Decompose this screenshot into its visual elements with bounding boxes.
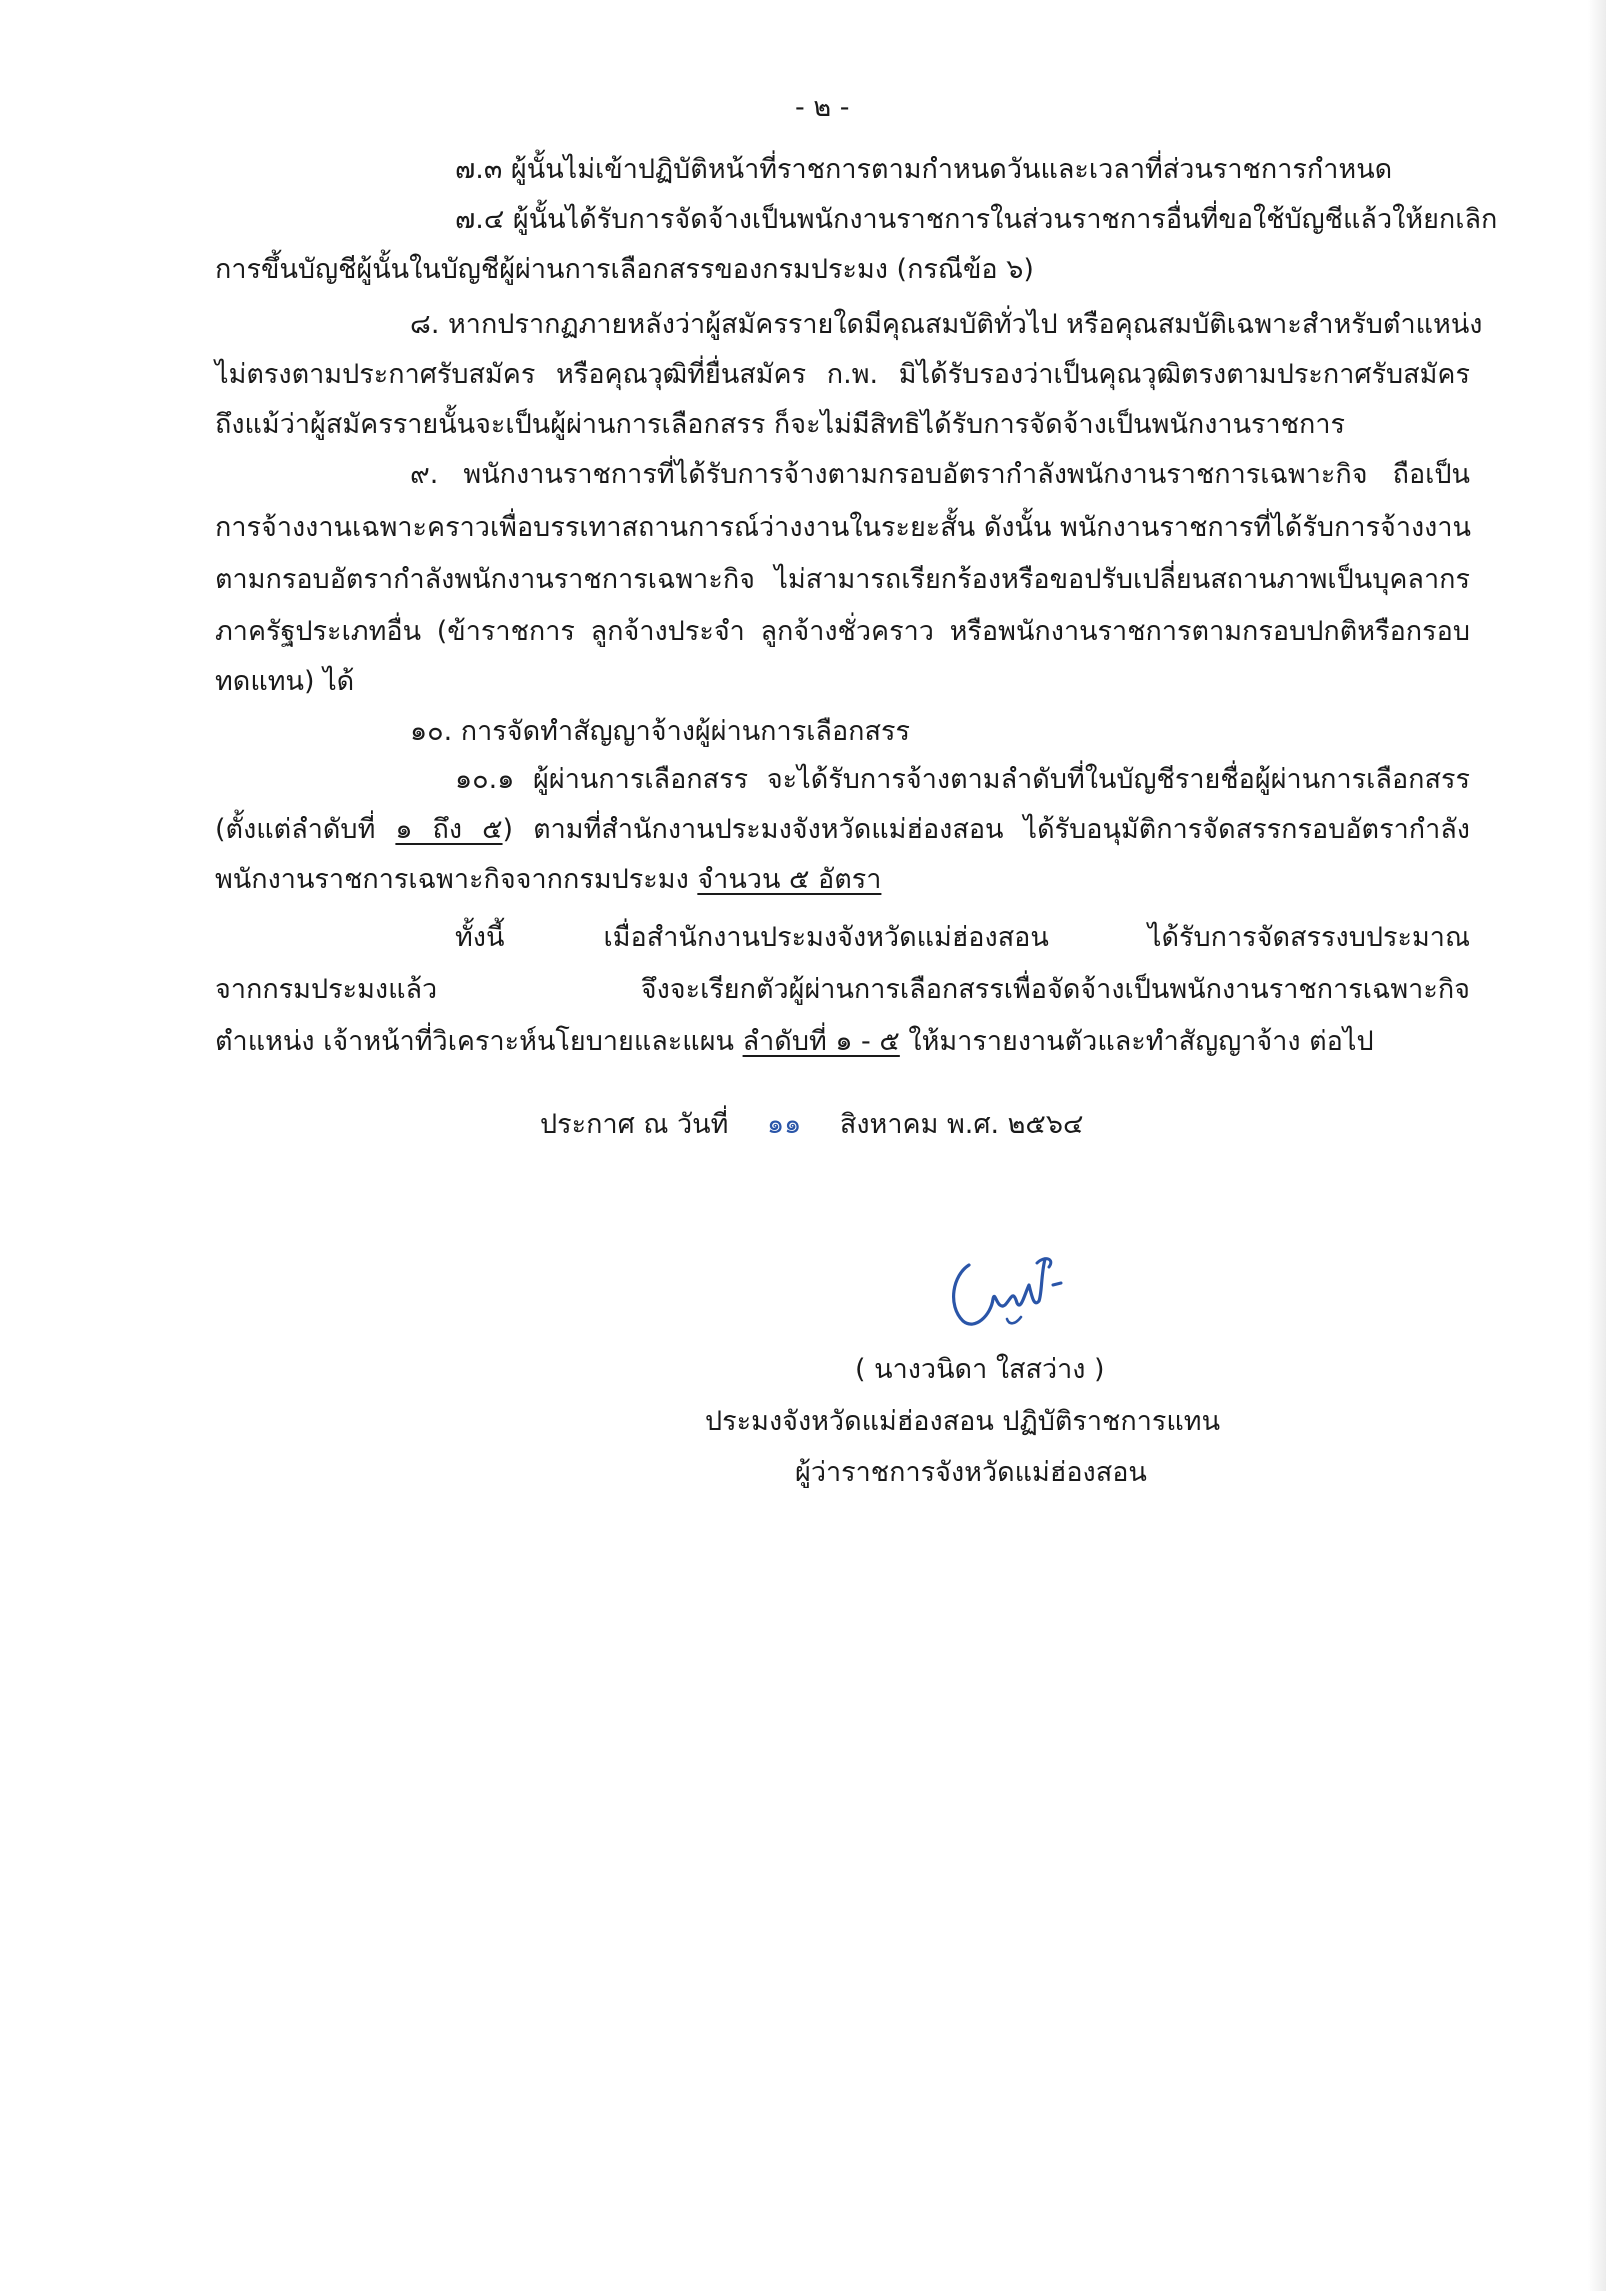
item-9-line-4: ภาครัฐประเภทอื่น (ข้าราชการ ลูกจ้างประจำ ลูกจ้างชั่วคราว หรือพนักงานราชการตามกรอบปกติหรือกรอบ	[215, 616, 1470, 647]
item-10-1-line-2	[215, 810, 1470, 850]
item-10-1-line-1: ๑๐.๑ ผู้ผ่านการเลือกสรร จะได้รับการจ้างตามลำดับที่ในบัญชีรายชื่อผู้ผ่านการเลือกสรร	[455, 764, 1470, 795]
closing-line-2: จากกรมประมงแล้ว จึงจะเรียกตัวผู้ผ่านการเลือกสรรเพื่อจัดจ้างเป็นพนักงานราชการเฉพาะกิจ	[215, 974, 1470, 1005]
closing-line-3	[215, 1022, 1374, 1062]
item-7-4-line-1: ๗.๔ ผู้นั้นได้รับการจัดจ้างเป็นพนักงานราชการในส่วนราชการอื่นที่ขอใช้บัญชีแล้วให้ยกเลิก	[455, 204, 1498, 235]
closing-line-3-start: ตำแหน่ง เจ้าหน้าที่วิเคราะห์นโยบายและแผน	[215, 1026, 743, 1057]
signatory-position-line-1: ประมงจังหวัดแม่ฮ่องสอน ปฏิบัติราชการแทน	[705, 1406, 1221, 1437]
closing-line-1: ทั้งนี้ เมื่อสำนักงานประมงจังหวัดแม่ฮ่องสอน ได้รับการจัดสรรงบประมาณ	[455, 922, 1470, 953]
position-count-underlined: จำนวน ๕ อัตรา	[697, 864, 882, 895]
item-10-1-line-3	[215, 860, 881, 900]
item-10-1-line-3-start: พนักงานราชการเฉพาะกิจจากกรมประมง	[215, 864, 698, 895]
announcement-date	[540, 1105, 1083, 1145]
item-9-line-3: ตามกรอบอัตรากำลังพนักงานราชการเฉพาะกิจ ไม่สามารถเรียกร้องหรือขอปรับเปลี่ยนสถานภาพเป็นบุคลากร	[215, 564, 1470, 595]
signatory-name: ( นางวนิดา ใสสว่าง )	[855, 1354, 1105, 1385]
signatory-position-line-2: ผู้ว่าราชการจังหวัดแม่ฮ่องสอน	[795, 1457, 1147, 1488]
announcement-month-year: สิงหาคม พ.ศ. ๒๕๖๔	[839, 1109, 1084, 1140]
item-10-heading: ๑๐. การจัดทำสัญญาจ้างผู้ผ่านการเลือกสรร	[410, 716, 911, 747]
item-9-line-2: การจ้างงานเฉพาะคราวเพื่อบรรเทาสถานการณ์ว่างงานในระยะสั้น ดังนั้น พนักงานราชการที่ได้รับการจ้างงาน	[215, 512, 1471, 543]
item-8-line-3: ถึงแม้ว่าผู้สมัครรายนั้นจะเป็นผู้ผ่านการเลือกสรร ก็จะไม่มีสิทธิได้รับการจัดจ้างเป็นพนักงานราชการ	[215, 409, 1346, 440]
ranking-range-underlined: ๑ ถึง ๕	[395, 814, 503, 845]
item-10-1-line-2-start: (ตั้งแต่ลำดับที่	[215, 814, 396, 845]
item-7-3: ๗.๓ ผู้นั้นไม่เข้าปฏิบัติหน้าที่ราชการตามกำหนดวันและเวลาที่ส่วนราชการกำหนด	[455, 154, 1393, 185]
announcement-prefix: ประกาศ ณ วันที่	[540, 1109, 729, 1140]
closing-line-3-end: ให้มารายงานตัวและทำสัญญาจ้าง ต่อไป	[899, 1026, 1374, 1057]
ranking-underlined: ลำดับที่ ๑ - ๕	[742, 1026, 900, 1057]
signature-image	[935, 1245, 1075, 1335]
item-9-line-5: ทดแทน) ได้	[215, 666, 355, 697]
item-10-1-line-2-end: ) ตามที่สำนักงานประมงจังหวัดแม่ฮ่องสอน ได้รับอนุมัติการจัดสรรกรอบอัตรากำลัง	[502, 814, 1470, 845]
item-9-line-1: ๙. พนักงานราชการที่ได้รับการจ้างตามกรอบอัตรากำลังพนักงานราชการเฉพาะกิจ ถือเป็น	[410, 459, 1470, 490]
page-edge-shadow	[1588, 0, 1606, 2291]
page-number: - ๒ -	[795, 92, 850, 123]
item-8-line-1: ๘. หากปรากฏภายหลังว่าผู้สมัครรายใดมีคุณสมบัติทั่วไป หรือคุณสมบัติเฉพาะสำหรับตำแหน่ง	[410, 309, 1483, 340]
item-8-line-2: ไม่ตรงตามประกาศรับสมัคร หรือคุณวุฒิที่ยื่นสมัคร ก.พ. มิได้รับรองว่าเป็นคุณวุฒิตรงตามประกาศรับสมัคร	[215, 359, 1470, 390]
item-7-4-line-2: การขึ้นบัญชีผู้นั้นในบัญชีผู้ผ่านการเลือกสรรของกรมประมง (กรณีข้อ ๖)	[215, 254, 1034, 285]
announcement-day-handwritten: ๑๑	[767, 1109, 802, 1140]
